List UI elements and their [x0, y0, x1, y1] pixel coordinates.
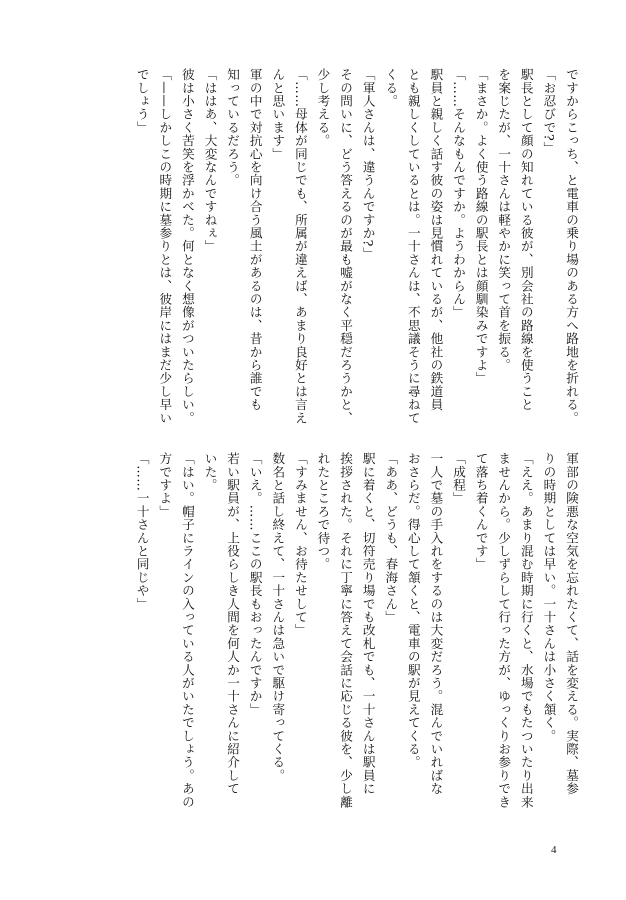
text-line: んと思います」	[270, 68, 286, 161]
text-line: 方ですよ」	[157, 452, 173, 518]
text-line: 「——しかしこの時期に墓参りとは、彼岸にはまだ少し早い	[157, 68, 173, 425]
text-line: 挨拶された。それに丁寧に答えて会話に応じる彼を、少し離	[338, 452, 354, 809]
text-line: でしょう」	[134, 68, 150, 134]
text-line: 「いえ。……ここの駅長もおったんですか」	[247, 452, 263, 716]
text-line: 「ええ。あまり混む時期に行くと、水場でもたついたり出来	[518, 452, 534, 809]
text-line: れたところで待つ。	[315, 452, 331, 571]
text-line: いた。	[202, 452, 218, 492]
text-line: とも親しくしているとは。一十さんは、不思議そうに尋ねて	[405, 68, 421, 425]
text-line: て落ち着くんです」	[473, 452, 489, 571]
text-line: 「ああ、どうも、春海さん」	[383, 452, 399, 624]
text-line: 若い駅員が、上役らしき人間を何人か一十さんに紹介して	[225, 452, 241, 796]
text-line: 「成程」	[451, 452, 467, 505]
text-line: 駅に着くと、切符売り場でも改札でも、一十さんは駅員に	[360, 452, 376, 796]
text-line: を案じたが、一十さんは軽やかに笑って首を振る。	[496, 68, 512, 372]
text-line: 「……そんなもんですか。ようわからん」	[451, 68, 467, 319]
text-line: 「お忍びで?」	[541, 68, 557, 155]
text-line: 駅員と親しく話す彼の姿は見慣れているが、他社の鉄道員	[428, 68, 444, 412]
top-text-block	[130, 68, 582, 458]
text-line: 軍の中で対抗心を向け合う風土があるのは、昔から誰でも	[247, 68, 263, 412]
text-line: 「はい。帽子にラインの入っている人がいたでしょう。あの	[179, 452, 195, 809]
text-line: 数名と話し終えて、一十さんは急いで駆け寄ってくる。	[270, 452, 286, 782]
text-line: ませんから。少しずらして行った方が、ゆっくりお参りでき	[496, 452, 512, 809]
text-line: 「……一十さんと同じや」	[134, 452, 150, 611]
text-line: 軍部の険悪な空気を忘れたくて、話を変える。実際、墓参	[564, 452, 579, 796]
text-line: 一人で墓の手入れをするのは大変だろう。混んでいればな	[428, 452, 444, 796]
text-line: くる。	[383, 68, 399, 108]
page-number: 4	[551, 844, 557, 856]
text-line: 駅長として顔の知れている彼が、別会社の路線を使うこと	[518, 68, 534, 412]
text-line: 「……母体が同じでも、所属が違えば、あまり良好とは言え	[292, 68, 308, 425]
text-line: ですからこっち、と電車の乗り場のある方へ路地を折れる。	[564, 68, 579, 425]
text-line: 彼は小さく苦笑を浮かべた。何となく想像がついたらしい。	[179, 68, 195, 425]
text-line: おさらだ。得心して頷くと、電車の駅が見えてくる。	[405, 452, 421, 769]
text-line: 「すみません、お待たせして」	[292, 452, 308, 637]
text-line: 「軍人さんは、違うんですか?」	[360, 68, 376, 261]
text-line: りの時期としては早い。一十さんは小さく頷く。	[541, 452, 557, 743]
text-line: 「ははあ、大変なんですねぇ」	[202, 68, 218, 253]
text-line: 「まさか。よく使う路線の駅長とは顔馴染みですよ」	[473, 68, 489, 385]
text-line: 少し考える。	[315, 68, 331, 148]
bottom-text-block	[130, 452, 582, 812]
text-line: その問いに、どう答えるのが最も嘘がなく平穏だろうかと、	[338, 68, 354, 425]
text-line: 知っているだろう。	[225, 68, 241, 187]
